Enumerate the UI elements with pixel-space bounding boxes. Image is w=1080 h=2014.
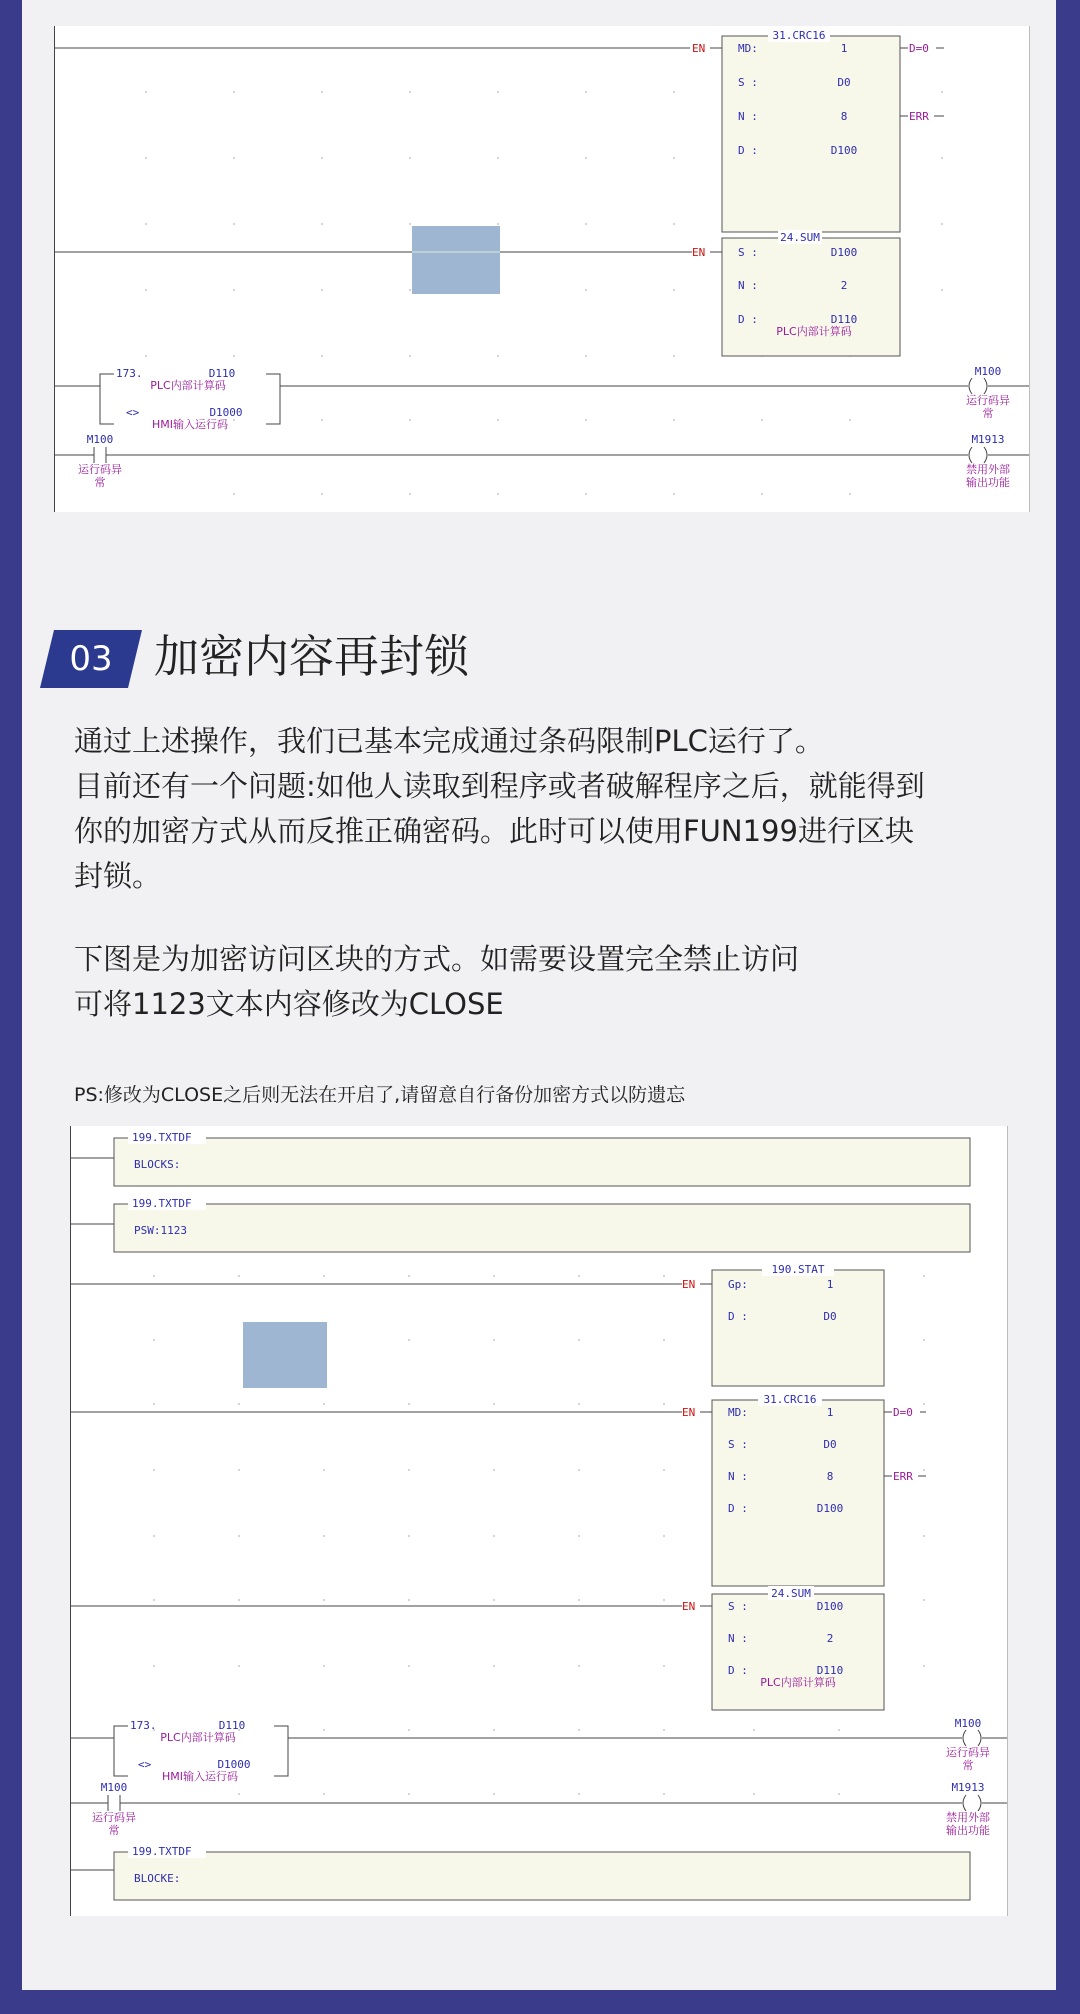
crc-en-label: EN xyxy=(692,42,706,55)
svg-text:M1913: M1913 xyxy=(951,1781,985,1794)
svg-text:S :: S : xyxy=(738,76,758,89)
svg-text:EN: EN xyxy=(682,1278,696,1291)
txtdf-password-content: PSW:1123 xyxy=(134,1224,187,1237)
svg-text:8: 8 xyxy=(826,1470,834,1483)
coil-m100-name: M100 xyxy=(974,365,1002,378)
svg-text:D100: D100 xyxy=(816,1600,844,1613)
svg-text:D :: D : xyxy=(738,313,758,326)
svg-text:常: 常 xyxy=(108,1824,120,1837)
compare-bracket-right[interactable] xyxy=(274,1726,288,1776)
ladder-canvas-bottom xyxy=(70,1126,1008,1916)
crc16-function-block[interactable] xyxy=(722,36,900,232)
svg-text:D0: D0 xyxy=(837,76,851,89)
coil-m100[interactable] xyxy=(963,1730,1007,1746)
svg-text:D=0: D=0 xyxy=(893,1406,913,1419)
section-title: 加密内容再封锁 xyxy=(154,630,470,683)
svg-text:MD:: MD: xyxy=(738,42,758,55)
svg-text:S :: S : xyxy=(728,1438,748,1451)
svg-text:N :: N : xyxy=(738,279,758,292)
svg-text:运行码异: 运行码异 xyxy=(92,1811,136,1824)
svg-text:常: 常 xyxy=(982,407,994,420)
compare-bracket-left[interactable] xyxy=(100,374,114,424)
selection-highlight[interactable] xyxy=(412,226,500,294)
contact-m100[interactable] xyxy=(94,447,106,463)
instruction-paragraph: 下图是为加密访问区块的方式。如需要设置完全禁止访问 可将1123文本内容修改为CLOSE xyxy=(74,942,800,1021)
svg-text:ERR: ERR xyxy=(893,1470,913,1483)
ladder-diagram-bottom xyxy=(70,1126,1008,1916)
svg-text:运行码异: 运行码异 xyxy=(78,463,122,476)
ps-note: PS:修改为CLOSE之后则无法在开启了,请留意自行备份加密方式以防遗忘 xyxy=(74,1084,686,1106)
svg-text:HMI输入运行码: HMI输入运行码 xyxy=(161,1770,239,1783)
svg-text:MD:: MD: xyxy=(728,1406,748,1419)
svg-text:1: 1 xyxy=(826,1406,834,1419)
svg-text:Gp:: Gp: xyxy=(728,1278,748,1291)
svg-text:输出功能: 输出功能 xyxy=(966,476,1010,489)
sum-title: 24.SUM xyxy=(780,231,820,244)
compare-title: 173. xyxy=(116,367,143,380)
txtdf-blocke-block[interactable] xyxy=(114,1852,970,1900)
svg-text:常: 常 xyxy=(94,476,106,489)
svg-text:HMI输入运行码: HMI输入运行码 xyxy=(151,418,229,431)
svg-text:PLC内部计算码: PLC内部计算码 xyxy=(160,1731,236,1744)
svg-text:常: 常 xyxy=(962,1759,974,1772)
crc16-function-block[interactable] xyxy=(712,1400,884,1586)
svg-text:D :: D : xyxy=(728,1310,748,1323)
svg-text:S :: S : xyxy=(728,1600,748,1613)
svg-text:24.SUM: 24.SUM xyxy=(771,1587,811,1600)
svg-text:199.TXTDF: 199.TXTDF xyxy=(132,1197,192,1210)
svg-text:D110: D110 xyxy=(830,313,858,326)
ladder-canvas-top xyxy=(54,26,1030,512)
txtdf-password-block[interactable] xyxy=(114,1204,970,1252)
svg-text:D0: D0 xyxy=(823,1310,837,1323)
svg-text:禁用外部: 禁用外部 xyxy=(966,463,1010,476)
svg-text:N :: N : xyxy=(728,1632,748,1645)
svg-text:运行码异: 运行码异 xyxy=(966,394,1010,407)
contact-m100-name: M100 xyxy=(86,433,114,446)
crc16-title: 31.CRC16 xyxy=(772,29,826,42)
coil-m100[interactable] xyxy=(969,378,1029,394)
svg-text:8: 8 xyxy=(840,110,848,123)
txtdf-blocks-block[interactable] xyxy=(114,1138,970,1186)
svg-text:N :: N : xyxy=(728,1470,748,1483)
crc-d0-output: D=0 xyxy=(909,42,929,55)
svg-text:D :: D : xyxy=(738,144,758,157)
txtdf-blocks-content: BLOCKS: xyxy=(134,1158,181,1171)
svg-text:199.TXTDF: 199.TXTDF xyxy=(132,1845,192,1858)
svg-text:M100: M100 xyxy=(954,1717,982,1730)
svg-text:D0: D0 xyxy=(823,1438,837,1451)
svg-text:S :: S : xyxy=(738,246,758,259)
svg-text:PLC内部计算码: PLC内部计算码 xyxy=(776,325,852,338)
sum-en-label: EN xyxy=(692,246,706,259)
coil-m1913[interactable] xyxy=(969,447,1029,463)
svg-text:D :: D : xyxy=(728,1502,748,1515)
svg-text:<>: <> xyxy=(126,406,140,419)
contact-m100[interactable] xyxy=(108,1795,120,1811)
svg-text:173.: 173. xyxy=(130,1719,157,1732)
svg-text:1: 1 xyxy=(826,1278,834,1291)
svg-text:D1000: D1000 xyxy=(217,1758,251,1771)
compare-bracket-right[interactable] xyxy=(266,374,280,424)
svg-text:PLC内部计算码: PLC内部计算码 xyxy=(150,379,226,392)
compare-bracket-left[interactable] xyxy=(114,1726,128,1776)
svg-text:31.CRC16: 31.CRC16 xyxy=(763,1393,817,1406)
svg-text:D100: D100 xyxy=(816,1502,844,1515)
svg-text:禁用外部: 禁用外部 xyxy=(946,1811,990,1824)
section-number-badge xyxy=(40,630,142,688)
svg-text:EN: EN xyxy=(682,1600,696,1613)
svg-text:2: 2 xyxy=(840,279,848,292)
coil-m1913-name: M1913 xyxy=(971,433,1005,446)
svg-text:1: 1 xyxy=(840,42,848,55)
crc-err-output: ERR xyxy=(909,110,929,123)
svg-text:D110: D110 xyxy=(208,367,236,380)
svg-text:<>: <> xyxy=(138,1758,152,1771)
selection-highlight[interactable] xyxy=(243,1322,327,1388)
svg-text:D100: D100 xyxy=(830,246,858,259)
svg-text:D110: D110 xyxy=(816,1664,844,1677)
ladder-diagram-top xyxy=(54,26,1030,512)
txtdf-blocke-content: BLOCKE: xyxy=(134,1872,181,1885)
svg-text:D110: D110 xyxy=(218,1719,246,1732)
svg-text:运行码异: 运行码异 xyxy=(946,1746,990,1759)
svg-text:M100: M100 xyxy=(100,1781,128,1794)
section-number: 03 xyxy=(69,639,113,679)
svg-text:EN: EN xyxy=(682,1406,696,1419)
coil-m1913[interactable] xyxy=(963,1795,1007,1811)
intro-paragraph: 通过上述操作，我们已基本完成通过条码限制PLC运行了。 目前还有一个问题:如他人读取到程序或者破解程序之后，就能得到 你的加密方式从而反推正确密码。此时可以使用FUN199进行区块 封锁。 xyxy=(74,724,925,893)
svg-text:D100: D100 xyxy=(830,144,858,157)
svg-text:199.TXTDF: 199.TXTDF xyxy=(132,1131,192,1144)
svg-text:190.STAT: 190.STAT xyxy=(771,1263,825,1276)
svg-text:输出功能: 输出功能 xyxy=(946,1824,990,1837)
svg-text:D :: D : xyxy=(728,1664,748,1677)
svg-text:PLC内部计算码: PLC内部计算码 xyxy=(760,1676,836,1689)
svg-text:N :: N : xyxy=(738,110,758,123)
svg-text:2: 2 xyxy=(826,1632,834,1645)
svg-text:D1000: D1000 xyxy=(209,406,243,419)
